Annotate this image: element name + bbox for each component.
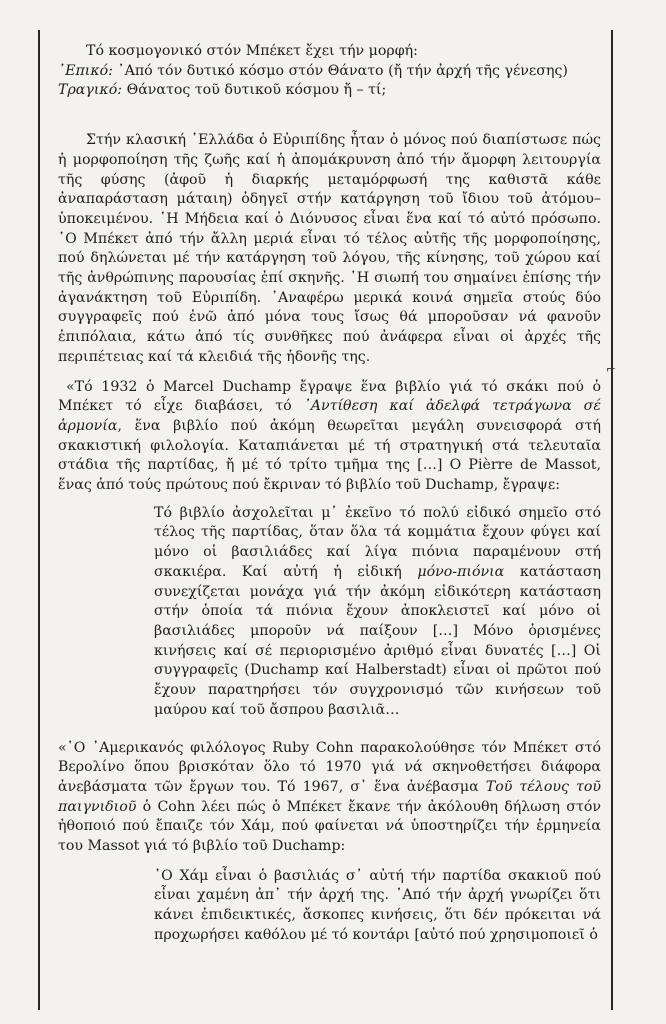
paragraph-euripides: Στήν κλασική ῾Ελλάδα ὁ Εὐριπίδης ἦταν ὁ μόνος πού διαπίστωσε πώς ἡ μορφοποίηση τῆς ζωῆς καί ἡ ἀπομάκρυνση ἀπό τήν ἄμορφη λειτουργία τῆς φύσης (ἀφοῦ ἡ διαρκής μεταμόρφωσή της καθιστᾶ κάθε ἀναπαράσταση μάταιη) ὁδηγεῖ στήν κατάργηση τοῦ ἴδιου τοῦ ἀτόμου–ὑποκειμένου. ῾Η Μήδεια καί ὁ Διόνυσος εἶναι ἕνα καί τό αὐτό πρόσωπο. ῾Ο Μπέκετ ἀπό τήν ἄλλη μεριά εἶναι τό τέλος αὐτῆς τῆς μορφοποίησης, πού δηλώνεται μέ τήν κατάργηση τοῦ λόγου, τῆς κίνησης, τοῦ χώρου καί τῆς ἀνθρώπινης παρουσίας ἐπί σκηνῆς. ῾Η σιωπή του σημαίνει ἐπίσης τήν ἀγανάκτηση τοῦ Εὐριπίδη. ᾿Αναφέρω μερικά κοινά σημεῖα στούς δύο συγγραφεῖς πού ἐνῶ ἀπό μόνα τους ἴσως θά μποροῦσαν νά φανοῦν ἐπιπόλαια, κάτω ἀπό τίς συνθῆκες πού ἀνάφερα εἶναι οἱ ἀρχές τῆς περιπέτειας καί τά κλειδιά τῆς ἡδονῆς της. [58,132,601,365]
tragic-text: Θάνατος τοῦ δυτικοῦ κόσμου ἤ – τί; [122,82,387,99]
paragraph-cohn-start: «῾Ο ᾿Αμερικανός φιλόλογος Ruby Cohn παρακολούθησε τόν Μπέκετ στό Βερολίνο ὅπου βρισκόταν ὅλο τό 1970 γιά νά σκηνοθετήσει διάφορα ἀνεβάσματα τῶν ἔργων του. Τό 1967, σ᾿ ἕνα ἀνέβασμα [58,739,601,795]
block-quote-beckett: ῾Ο Χάμ εἶναι ὁ βασιλιάς σ᾿ αὐτή τήν παρτίδα σκακιοῦ πού εἶναι χαμένη ἀπ᾿ τήν ἀρχή της. ᾿Από τήν ἀρχή γνωρίζει ὅτι κάνει ἐπιδεικτικές, ἄσκοπες κινήσεις, ὅτι δέν πρόκειται νά προχωρήσει καθόλου μέ τό κοντάρι [αὐτό πού χρησιμοποιεῖ ὁ [154,867,601,943]
play-title: Τοῦ τέλους τοῦ παιγνιδιοῦ [58,778,601,815]
book-title: ᾿Αντίθεση καί ἀδελφά τετράγωνα σέ ἁρμονία [58,398,601,434]
quote-massot-end: κατάσταση συνεχίζεται μονάχα γιά τήν ἀκόμη εἰδικότερη κατάσταση στήν ὁποία τά πιόνια ἔχουν ἀποκλειστεῖ καί μόνο οἱ βασιλιάδες μποροῦν νά παίξουν […] Μόνο ὁρισμένες κινήσεις καί σέ περιορισμένο ἀριθμό εἶναι δυνατές […] Οἱ συγγραφεῖς (Duchamp καί Halberstadt) εἶναι οἱ πρῶτοι πού ἔχουν παρατηρήσει τόν συγχρονισμό τῶν κινήσεων τοῦ μαύρου καί τοῦ ἄσπρου βασιλιᾶ… [154,563,602,718]
left-margin-rule [38,30,40,1010]
header-line-3 [58,81,601,101]
epic-label: ᾿Επικό: [58,62,113,79]
epic-text: ᾿Από τόν δυτικό κόσμο στόν Θάνατο (ἤ τήν ἀρχή τῆς γένεσης) [112,62,568,79]
quote-massot-start: Τό βιβλίο ἀσχολεῖται μ᾿ ἐκεῖνο τό πολύ εἰδικό σημεῖο στό τέλος τῆς παρτίδας, ὅταν ὅλα τά κομμάτια ἔχουν φύγει καί μόνο οἱ βασιλιάδες καί λίγα πιόνια παραμένουν στή σκακιέρα. Καί αὐτή ἡ εἰδική [154,504,601,580]
paragraph-duchamp [58,378,601,496]
paragraph-cohn-end: ὁ Cohn λέει πώς ὁ Μπέκετ ἔκανε τήν ἀκόλουθη δήλωση στόν ἠθοποιό πού ἔπαιζε τόν Χάμ, πού φαίνεται νά ὑποστηρίζει τήν ἑρμηνεία του Massot γιά τό βιβλίο τοῦ Duchamp: [58,798,601,855]
block-quote-massot [154,504,601,721]
right-margin-rule [611,30,613,1010]
margin-tick-mark: ⌐ [606,362,617,376]
header-line-1: Τό κοσμογονικό στόν Μπέκετ ἔχει τήν μορφή: [86,43,418,59]
paragraph-duchamp-end: , ἕνα βιβλίο πού ἀκόμη θεωρεῖται μεγάλη συνεισφορά στή σκακιστική φιλολογία. Καταπιάνεται μέ τή στρατηγική στά τελευταῖα στάδια τῆς παρτίδας, ἤ μέ τό τρίτο τμῆμα της […] Ο Pièrre de Massot, ἕνας ἀπό τούς πρώτους πού ἔκριναν τό βιβλίο τοῦ Duchamp, ἔγραψε: [58,417,601,494]
tragic-label: Τραγικό: [58,82,123,99]
quote-emphasis: μόνο-πιόνια [417,563,505,580]
paragraph-cohn [58,739,601,857]
header-line-2 [58,62,601,82]
page-text [58,42,601,946]
paragraph-duchamp-start: «Τό 1932 ὁ Marcel Duchamp ἔγραψε ἕνα βιβλίο γιά τό σκάκι πού ὁ Μπέκετ τό εἶχε διαβάσει, τό [58,378,601,415]
